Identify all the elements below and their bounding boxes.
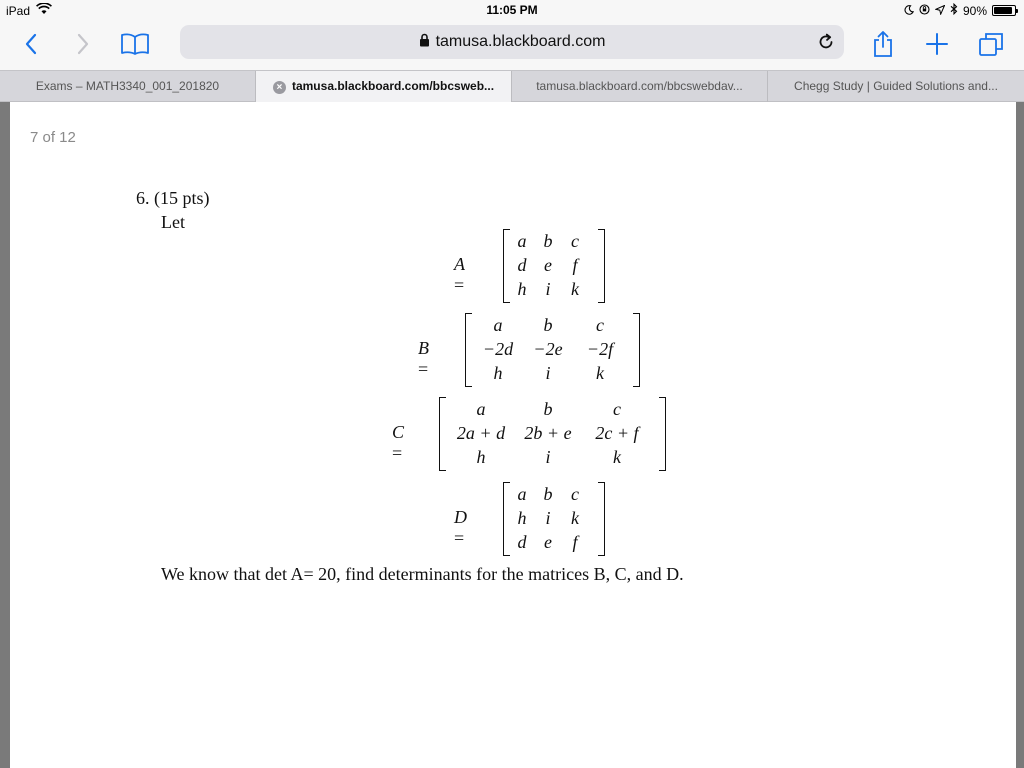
- tab-label: Exams – MATH3340_001_201820: [35, 79, 220, 93]
- address-bar[interactable]: [180, 25, 844, 59]
- battery-level: [994, 7, 1012, 14]
- share-button[interactable]: [867, 28, 899, 60]
- address-text: tamusa.blackboard.com: [435, 33, 606, 50]
- browser-toolbar: [0, 20, 1024, 70]
- right-bracket: [633, 313, 640, 387]
- matrix-entry: h: [493, 363, 503, 383]
- left-bracket: [439, 397, 446, 471]
- matrix-entry: b: [543, 315, 553, 335]
- problem-number: 6. (15 pts): [136, 188, 210, 208]
- right-bracket: [659, 397, 666, 471]
- matrix-entry: c: [613, 399, 621, 419]
- tab-label: tamusa.blackboard.com/bbcsweb...: [291, 79, 495, 93]
- document-viewer[interactable]: [0, 102, 1024, 768]
- battery-percent: 90%: [962, 3, 987, 18]
- new-tab-button[interactable]: [921, 28, 953, 60]
- problem-statement: We know that det A= 20, find determinants for the matrices B, C, and D.: [161, 564, 684, 584]
- left-bracket: [465, 313, 472, 387]
- matrix-entry: b: [543, 399, 553, 419]
- matrix-entry: e: [544, 532, 552, 552]
- tab-exams[interactable]: [0, 71, 256, 102]
- matrix-entry: i: [545, 447, 551, 467]
- address-text-wrap: [180, 33, 844, 52]
- matrix-entry: −2d: [482, 339, 514, 359]
- matrix-entry: i: [545, 508, 551, 528]
- matrix-entry: h: [517, 508, 527, 528]
- matrix-entry: 2c + f: [595, 423, 639, 443]
- left-bracket: [503, 229, 510, 303]
- matrix-entry: k: [596, 363, 604, 383]
- matrix-entry: a: [517, 231, 527, 251]
- lock-icon: [419, 33, 430, 52]
- matrix-label: D =: [454, 507, 467, 548]
- matrix-entry: f: [572, 255, 578, 275]
- matrix-entry: d: [517, 255, 527, 275]
- matrix-entry: −2f: [586, 339, 614, 359]
- matrix-entry: a: [476, 399, 486, 419]
- status-bar: [0, 0, 1024, 20]
- document-page: [0, 102, 1024, 768]
- tab-blackboard-webdav[interactable]: [512, 71, 768, 102]
- tabs-overview-button[interactable]: [975, 28, 1007, 60]
- reload-button[interactable]: [814, 30, 838, 54]
- matrix-entry: 2b + e: [524, 423, 572, 443]
- tab-bar: [0, 70, 1024, 102]
- location-icon: [935, 4, 945, 18]
- matrix-entry: f: [572, 532, 578, 552]
- back-button[interactable]: [15, 28, 47, 60]
- matrix-entry: h: [476, 447, 486, 467]
- matrix-entry: k: [571, 279, 579, 299]
- close-icon[interactable]: ×: [273, 81, 286, 94]
- matrix-label: B =: [418, 338, 429, 379]
- problem-let: Let: [161, 212, 185, 232]
- left-bracket: [503, 482, 510, 556]
- tab-chegg[interactable]: [768, 71, 1024, 102]
- matrix-entry: i: [545, 363, 551, 383]
- matrix-entry: i: [545, 279, 551, 299]
- tab-active-blackboard[interactable]: [256, 71, 512, 102]
- right-bracket: [598, 229, 605, 303]
- matrix-entry: h: [517, 279, 527, 299]
- status-time: 11:05 PM: [486, 3, 538, 17]
- battery-icon: [992, 5, 1016, 16]
- reload-icon: [817, 33, 835, 51]
- bluetooth-icon: [950, 3, 958, 18]
- matrix-entry: 2a + d: [456, 423, 506, 443]
- page-indicator: 7 of 12: [30, 129, 76, 146]
- matrix-label: A =: [454, 254, 465, 295]
- rotation-lock-icon: [919, 4, 930, 18]
- matrix-entry: b: [543, 231, 553, 251]
- tab-label: tamusa.blackboard.com/bbcswebdav...: [536, 79, 743, 93]
- matrix-entry: k: [613, 447, 621, 467]
- matrix-entry: c: [596, 315, 604, 335]
- matrix-entry: k: [571, 508, 579, 528]
- matrix-entry: a: [517, 484, 527, 504]
- right-bracket: [598, 482, 605, 556]
- status-right: [904, 3, 1016, 18]
- matrix-entry: e: [544, 255, 552, 275]
- matrix-entry: −2e: [533, 339, 563, 359]
- matrix-label: C =: [392, 422, 405, 463]
- bookmarks-button[interactable]: [119, 28, 151, 60]
- matrix-entry: c: [571, 231, 579, 251]
- tab-label: Chegg Study | Guided Solutions and...: [794, 79, 998, 93]
- matrix-entry: d: [517, 532, 527, 552]
- matrix-entry: c: [571, 484, 579, 504]
- moon-icon: [904, 4, 914, 18]
- matrix-entry: b: [543, 484, 553, 504]
- matrix-entry: a: [493, 315, 503, 335]
- device-name: iPad: [6, 3, 31, 18]
- forward-button[interactable]: [67, 28, 99, 60]
